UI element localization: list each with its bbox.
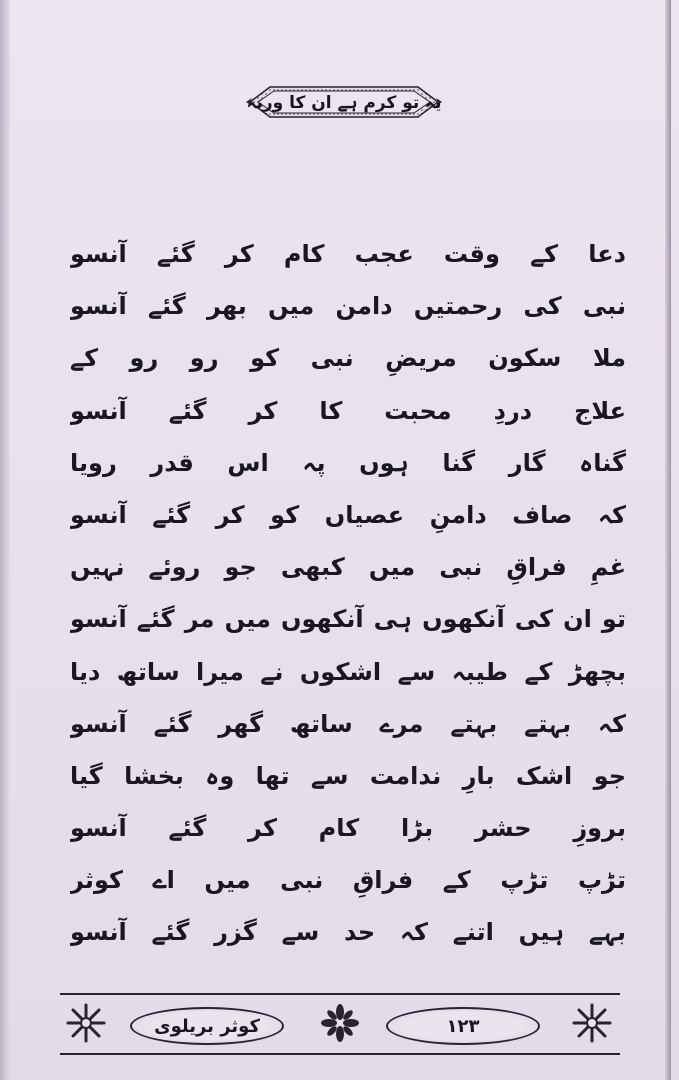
footer-top-rule: [60, 993, 620, 995]
author-name: کوثر بریلوی: [154, 1015, 260, 1037]
verse-line: تو ان کی آنکھوں ہی آنکھوں میں مر گئے آنسو: [70, 605, 626, 634]
verse-line: جو اشک بارِ ندامت سے تھا وہ بخشا گیا: [70, 761, 626, 790]
page-right-edge: [665, 0, 671, 1080]
verse-line: دعا کے وقت عجب کام کر گئے آنسو: [70, 240, 626, 268]
footer-bottom-rule: [60, 1053, 620, 1055]
pinwheel-ornament-icon: [318, 1001, 362, 1045]
verse-line: بہے ہیں اتنے کہ حد سے گزر گئے آنسو: [70, 918, 626, 947]
header-banner: [244, 84, 444, 120]
verse-line: گناہ گار گنا ہوں پہ اس قدر رویا: [70, 448, 626, 477]
page-number: ۱۲۳: [446, 1015, 480, 1037]
page-left-edge: [0, 0, 10, 1080]
verse-line: کہ صاف دامنِ عصیاں کو کر گئے آنسو: [70, 500, 626, 529]
asterisk-ornament-icon: [64, 1001, 108, 1045]
page-footer: [60, 993, 620, 1057]
poem: [70, 228, 626, 959]
author-oval: [130, 1007, 284, 1045]
verse-line: نبی کی رحمتیں دامن میں بھر گئے آنسو: [70, 292, 626, 321]
verse-line: تڑپ تڑپ کے فراقِ نبی میں اے کوثر: [70, 866, 626, 895]
page-number-oval: [386, 1007, 540, 1045]
verse-line: غمِ فراقِ نبی میں کبھی جو روئے نہیں: [70, 553, 626, 582]
verse-line: بروزِ حشر بڑا کام کر گئے آنسو: [70, 814, 626, 843]
verse-line: ملا سکون مریضِ نبی کو رو رو کے: [70, 344, 626, 373]
asterisk-ornament-icon: [570, 1001, 614, 1045]
page-heading: یہ تو کرم ہے ان کا ورنہ: [246, 92, 442, 113]
verse-line: علاج دردِ محبت کا کر گئے آنسو: [70, 396, 626, 425]
verse-line: کہ بہتے بہتے مرے ساتھ گھر گئے آنسو: [70, 709, 626, 738]
verse-line: بچھڑ کے طیبہ سے اشکوں نے میرا ساتھ دیا: [70, 657, 626, 686]
